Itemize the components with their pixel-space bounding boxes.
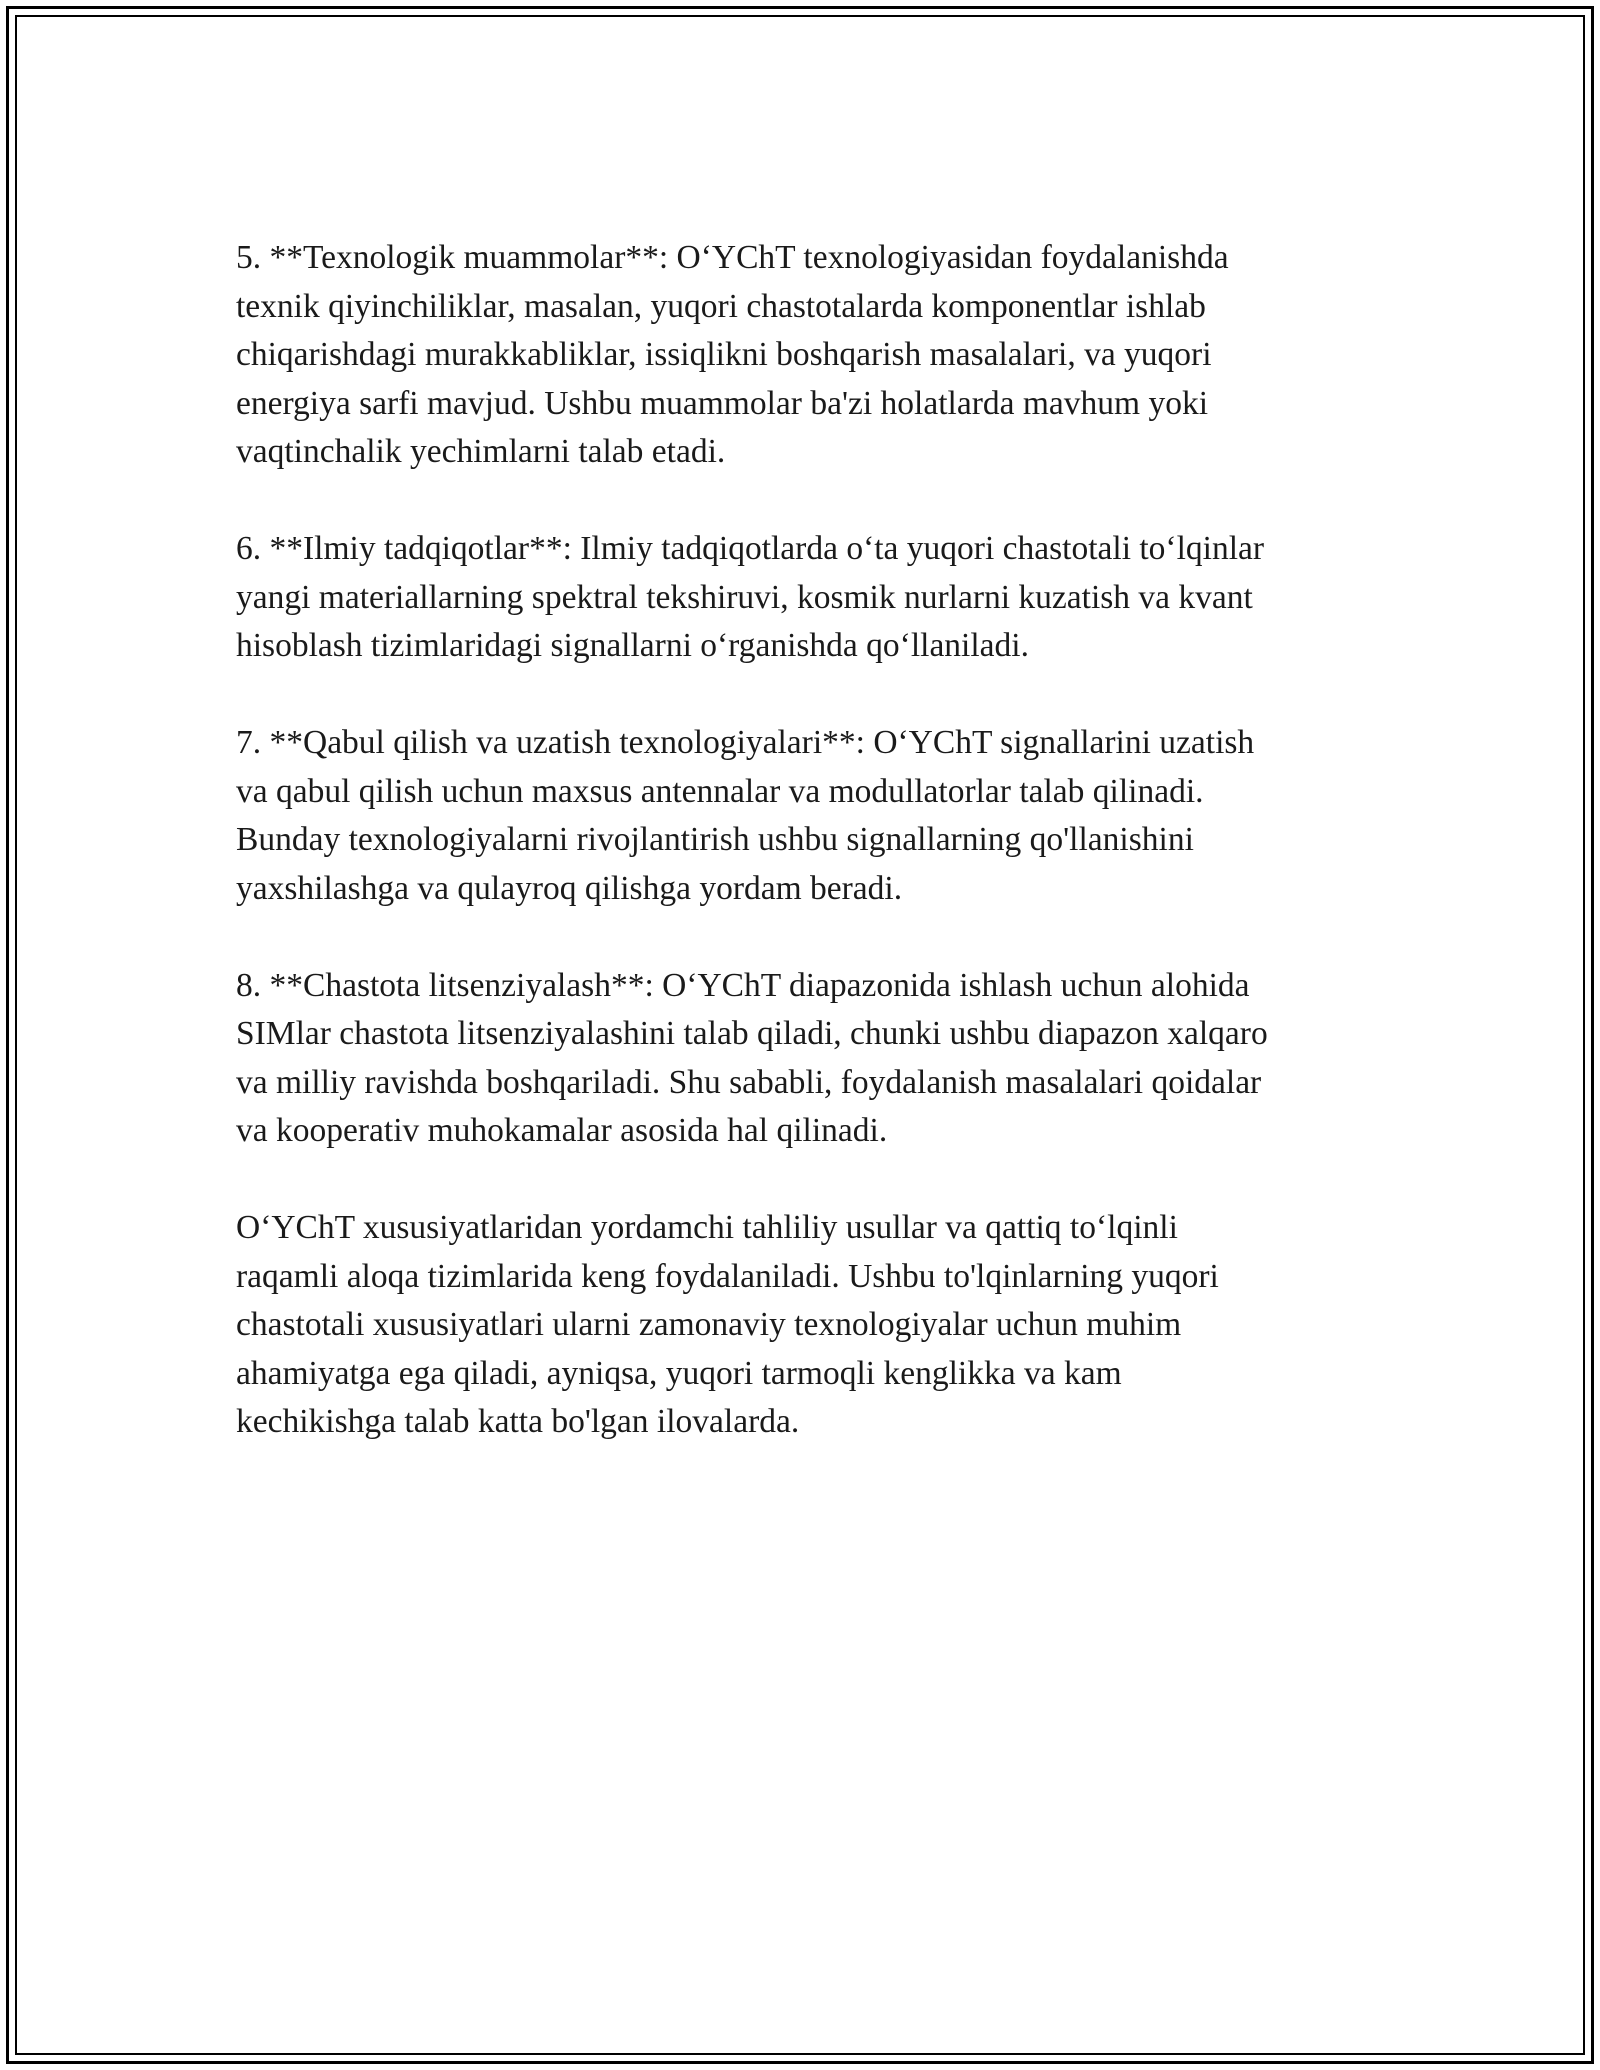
paragraph-technological-problems: 5. **Texnologik muammolar**: O‘YChT texnologiyasidan foydalanishda texnik qiyinchiliklar, masalan, yuqori chastotalarda komponentlar ishlab chiqarishdagi murakkabliklar, issiqlikni boshqarish masalalari, va yuqori energiya sarfi mavjud. Ushbu muammolar ba'zi holatlarda mavhum yoki vaqtinchalik yechimlarni talab etadi.: [236, 239, 1229, 470]
paragraph-conclusion: O‘YChT xususiyatlaridan yordamchi tahliliy usullar va qattiq to‘lqinli raqamli aloqa tizimlarida keng foydalaniladi. Ushbu to'lqinlarning yuqori chastotali xususiyatlari ularni zamonaviy texnologiyalar uchun muhim ahamiyatga ega qiladi, ayniqsa, yuqori tarmoqli kenglikka va kam kechikishga talab katta bo'lgan ilovalarda.: [236, 1209, 1219, 1440]
document-body: [236, 234, 1396, 1495]
paragraph-transmission-technologies: 7. **Qabul qilish va uzatish texnologiyalari**: O‘YChT signallarini uzatish va qabul qilish uchun maxsus antennalar va modullatorlar talab qilinadi. Bunday texnologiyalarni rivojlantirish ushbu signallarning qo'llanishini yaxshilashga va qulayroq qilishga yordam beradi.: [236, 724, 1255, 907]
paragraph-frequency-licensing: 8. **Chastota litsenziyalash**: O‘YChT diapazonida ishlash uchun alohida SIMlar chastota litsenziyalashini talab qiladi, chunki ushbu diapazon xalqaro va milliy ravishda boshqariladi. Shu sababli, foydalanish masalalari qoidalar va kooperativ muhokamalar asosida hal qilinadi.: [236, 966, 1268, 1149]
paragraph-scientific-research: 6. **Ilmiy tadqiqotlar**: Ilmiy tadqiqotlarda o‘ta yuqori chastotali to‘lqinlar yangi materiallarning spektral tekshiruvi, kosmik nurlarni kuzatish va kvant hisoblash tizimlaridagi signallarni o‘rganishda qo‘llaniladi.: [236, 530, 1265, 664]
